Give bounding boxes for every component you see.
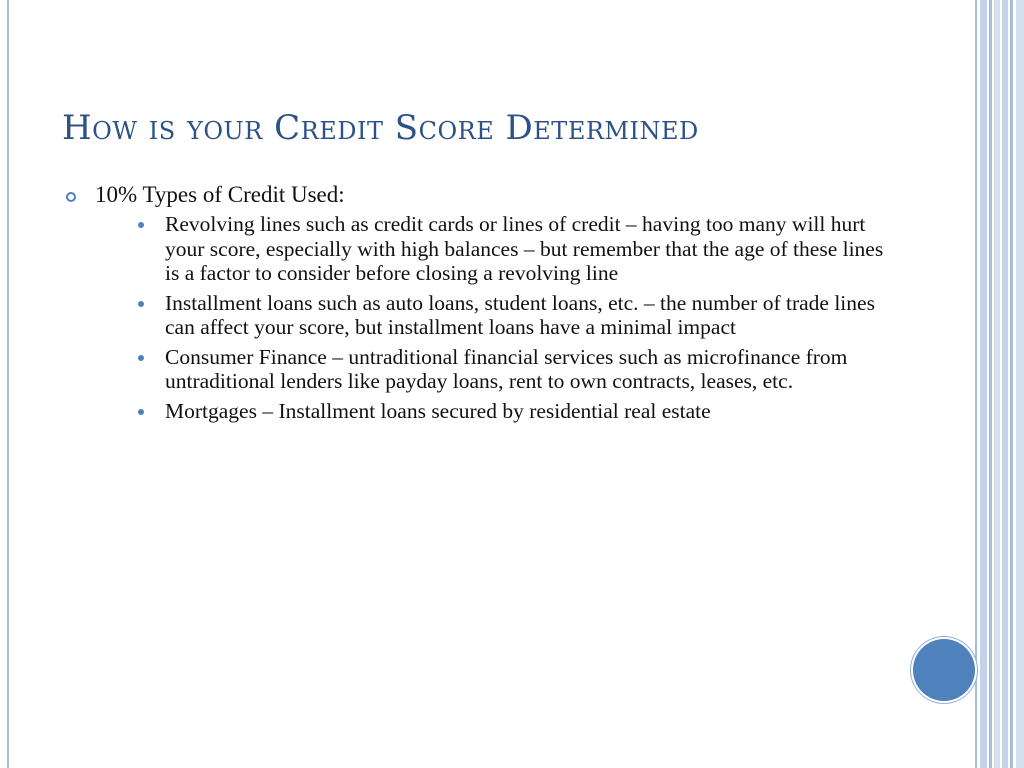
sub-bullet-item (95, 345, 894, 394)
decorative-circle (913, 639, 975, 701)
sub-bullet-item (95, 399, 894, 424)
sub-bullet-list (95, 212, 894, 423)
bullet-level-1 (64, 180, 894, 423)
dot-bullet-icon (138, 222, 144, 228)
left-border-line (7, 0, 9, 768)
hollow-circle-bullet-icon (66, 192, 76, 202)
decorative-stripe (1010, 0, 1013, 768)
dot-bullet-icon (138, 301, 144, 307)
decorative-stripe (1016, 0, 1024, 768)
dot-bullet-icon (138, 409, 144, 415)
decorative-stripe (1002, 0, 1008, 768)
sub-bullet-text: Installment loans such as auto loans, student loans, etc. – the number of trade lines can affect your score, but installment loans have a minimal impact (165, 290, 875, 339)
dot-bullet-icon (138, 355, 144, 361)
decorative-stripe (975, 0, 977, 768)
slide-body (64, 180, 894, 428)
sub-bullet-item (95, 291, 894, 340)
decorative-stripe (980, 0, 987, 768)
sub-bullet-item (95, 212, 894, 286)
bullet-text: 10% Types of Credit Used: (95, 182, 345, 207)
slide-title: How is your Credit Score Determined (62, 108, 699, 148)
sub-bullet-text: Consumer Finance – untraditional financial services such as microfinance from untraditional lenders like payday loans, rent to own contracts, leases, etc. (165, 344, 848, 393)
sub-bullet-text: Mortgages – Installment loans secured by residential real estate (165, 398, 711, 423)
sub-bullet-text: Revolving lines such as credit cards or lines of credit – having too many will hurt your score, especially with high balances – but remember that the age of these lines is a factor to consider before closing a revolving line (165, 212, 884, 285)
decorative-stripe (989, 0, 992, 768)
decorative-stripe (994, 0, 1000, 768)
